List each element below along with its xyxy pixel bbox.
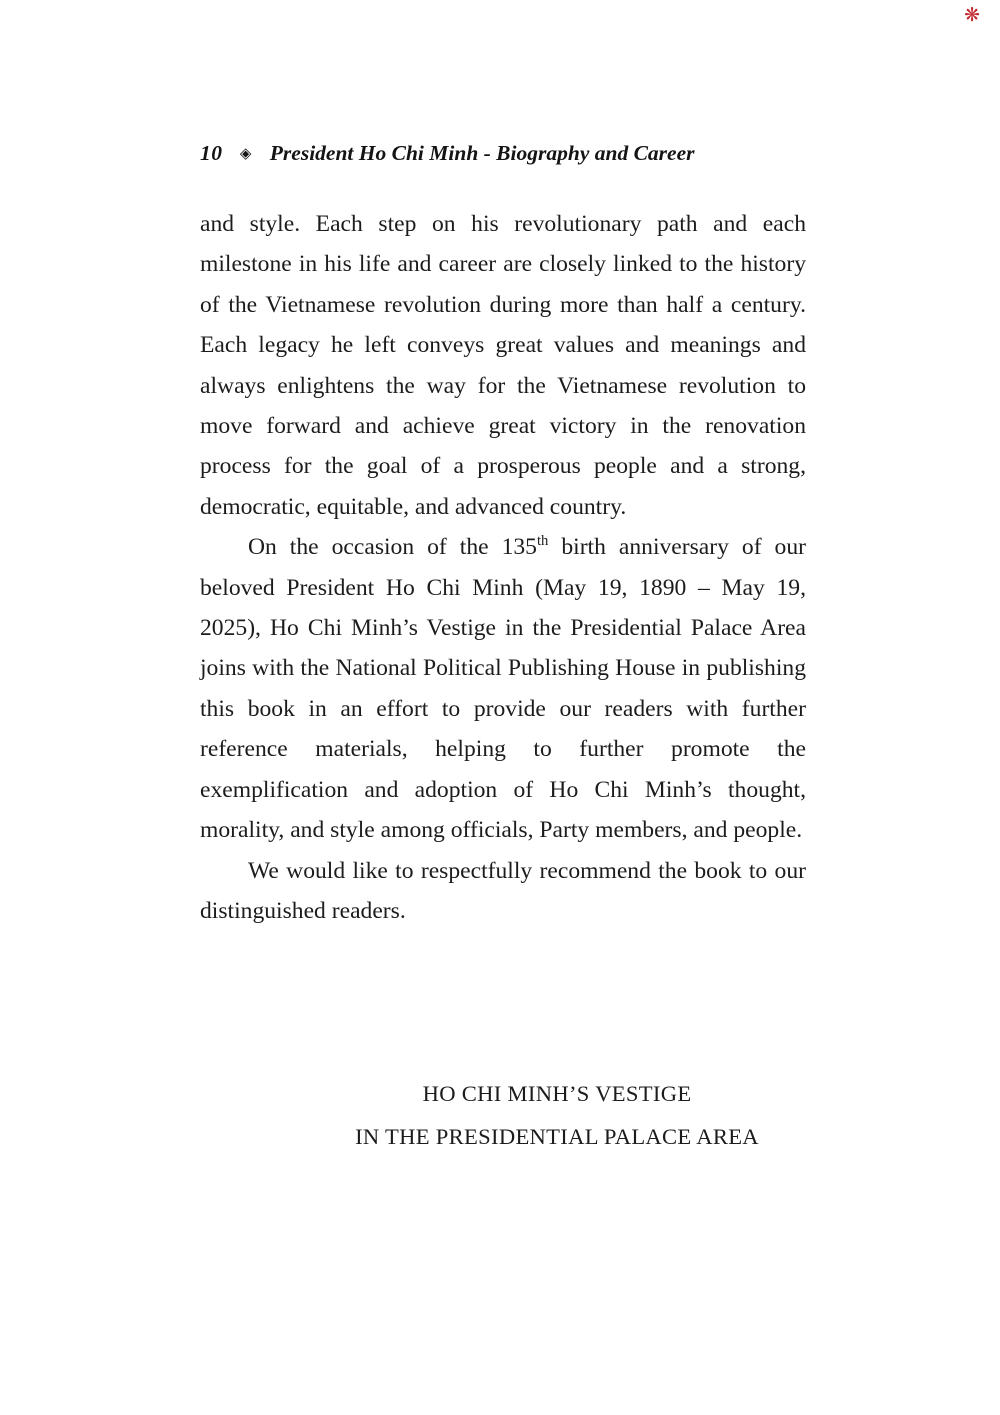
running-title: President Ho Chi Minh - Biography and Career [269, 141, 695, 165]
flower-icon: ❋ [964, 4, 980, 26]
paragraph-recommendation: We would like to respectfully recommend the book to our distinguished readers. [200, 857, 806, 924]
signature-line-2: IN THE PRESIDENTIAL PALACE AREA [355, 1124, 759, 1149]
paragraph-text: On the occasion of the 135 [248, 534, 537, 561]
signature-block [308, 1072, 806, 1158]
page-number: 10 [200, 141, 223, 165]
diamond-separator-icon: ◈ [239, 144, 252, 162]
paragraph-anniversary [200, 527, 806, 850]
signature-line-1: HO CHI MINH’S VESTIGE [422, 1081, 692, 1106]
paragraph-text: birth anniversary of our beloved President Ho Chi Minh (May 19, 1890 – May 19, 2025), Ho Chi Minh’s Vestige in the Presidential Palace Area joins with the National Political Publishing House in publishing this book in an effort to provide our readers with further reference materials, helping to further promote the exemplification and adoption of Ho Chi Minh’s thought, morality, and style among officials, Party members, and people. [200, 534, 806, 844]
paragraph-continuation: and style. Each step on his revolutionary path and each milestone in his life and career are closely linked to the history of the Vietnamese revolution during more than half a century. Each legacy he left conveys great values and meanings and always enlightens the way for the Vietnamese revolution to move forward and achieve great victory in the renovation process for the goal of a prosperous people and a strong, democratic, equitable, and advanced country. [200, 211, 806, 520]
running-header [200, 141, 840, 166]
ordinal-superscript: th [536, 533, 549, 550]
page-body [200, 204, 806, 931]
